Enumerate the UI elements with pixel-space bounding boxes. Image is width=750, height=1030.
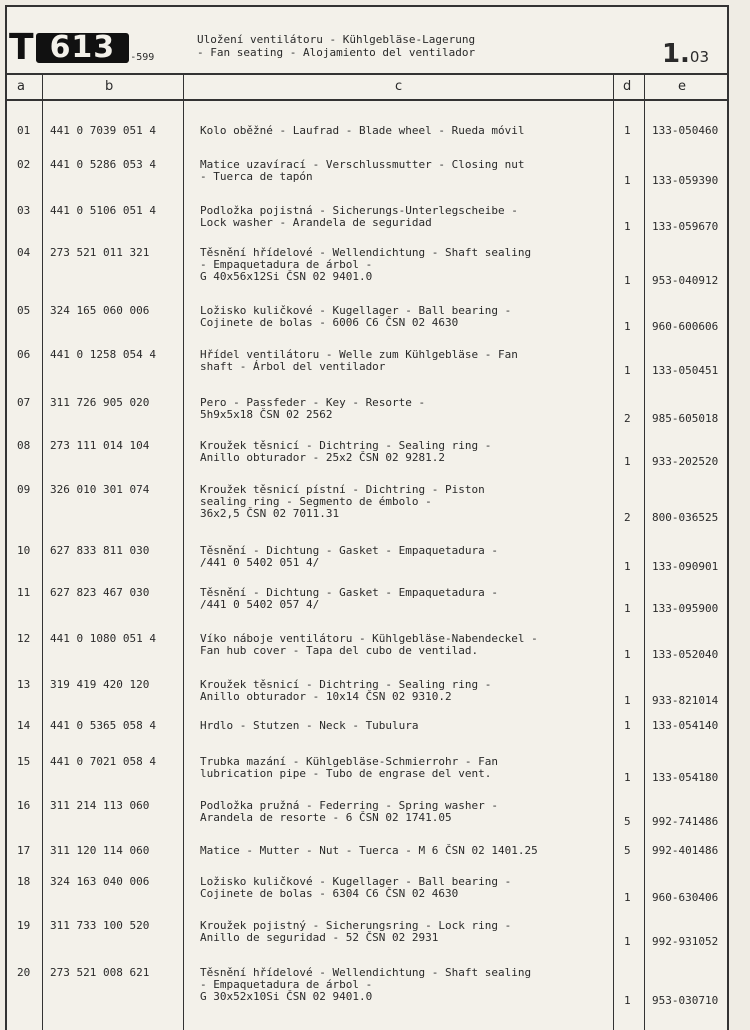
column-divider [613, 73, 614, 1030]
row-index: 10 [17, 544, 31, 557]
part-description: Kroužek těsnicí - Dichtring - Sealing ring - Anillo obturador - 25x2 ČSN 02 9281.2 [200, 439, 492, 464]
part-number: 319 419 420 120 [50, 678, 150, 691]
row-index: 13 [17, 678, 31, 691]
quantity: 5 [624, 844, 631, 857]
part-number: 441 0 5106 051 4 [50, 204, 156, 217]
quantity: 1 [624, 560, 631, 573]
quantity: 1 [624, 935, 631, 948]
column-divider [42, 73, 43, 1030]
part-description: Matice - Mutter - Nut - Tuerca - M 6 ČSN 02 1401.25 [200, 844, 538, 857]
row-index: 04 [17, 246, 31, 259]
row-index: 17 [17, 844, 31, 857]
column-divider [644, 73, 645, 1030]
catalog-code: 800-036525 [652, 511, 719, 524]
part-number: 441 0 5365 058 4 [50, 719, 156, 732]
quantity: 1 [624, 274, 631, 287]
catalog-code: 960-600606 [652, 320, 719, 333]
part-number: 273 111 014 104 [50, 439, 150, 452]
quantity: 1 [624, 771, 631, 784]
catalog-code: 133-054140 [652, 719, 719, 732]
quantity: 1 [624, 174, 631, 187]
part-description: Hřídel ventilátoru - Welle zum Kühlgebläse - Fan shaft - Árbol del ventilador [200, 348, 518, 373]
row-index: 03 [17, 204, 31, 217]
quantity: 2 [624, 412, 631, 425]
part-description: Trubka mazání - Kühlgebläse-Schmierrohr - Fan lubrication pipe - Tubo de engrase del vent. [200, 755, 499, 780]
page-number-sub: 03 [689, 48, 709, 66]
catalog-code: 992-401486 [652, 844, 719, 857]
page-number [662, 39, 709, 69]
column-header-d: d [623, 79, 632, 94]
page-title [197, 33, 475, 59]
quantity: 1 [624, 994, 631, 1007]
catalog-code: 953-030710 [652, 994, 719, 1007]
part-number: 273 521 011 321 [50, 246, 150, 259]
part-description: Hrdlo - Stutzen - Neck - Tubulura [200, 719, 419, 732]
title-line-1: Uložení ventilátoru - Kühlgebläse-Lagerung [197, 33, 476, 46]
catalog-code: 953-040912 [652, 274, 719, 287]
part-number: 326 010 301 074 [50, 483, 150, 496]
part-number: 441 0 5286 053 4 [50, 158, 156, 171]
catalog-code: 133-050460 [652, 124, 719, 137]
quantity: 1 [624, 220, 631, 233]
part-number: 441 0 1258 054 4 [50, 348, 156, 361]
part-description: Kroužek těsnicí pístní - Dichtring - Piston sealing ring - Segmento de émbolo - 36x2,5 ČSN 02 7011.31 [200, 483, 485, 520]
title-bar [7, 7, 727, 75]
quantity: 1 [624, 891, 631, 904]
row-index: 09 [17, 483, 31, 496]
catalog-code: 933-202520 [652, 455, 719, 468]
quantity: 2 [624, 511, 631, 524]
part-number: 627 823 467 030 [50, 586, 150, 599]
column-divider [183, 73, 184, 1030]
column-header-row [7, 73, 727, 101]
part-description: Pero - Passfeder - Key - Resorte - 5h9x5x18 ČSN 02 2562 [200, 396, 426, 421]
catalog-code: 992-931052 [652, 935, 719, 948]
row-index: 14 [17, 719, 31, 732]
part-number: 441 0 7039 051 4 [50, 124, 156, 137]
part-description: Těsnění - Dichtung - Gasket - Empaquetadura - /441 0 5402 051 4/ [200, 544, 499, 569]
row-index: 16 [17, 799, 31, 812]
quantity: 1 [624, 364, 631, 377]
column-header-c: c [395, 79, 403, 94]
part-description: Ložisko kuličkové - Kugellager - Ball bearing - Cojinete de bolas - 6304 C6 ČSN 02 4630 [200, 875, 512, 900]
part-number: 324 163 040 006 [50, 875, 150, 888]
part-description: Kroužek pojistný - Sicherungsring - Lock ring - Anillo de seguridad - 52 ČSN 02 2931 [200, 919, 512, 944]
row-index: 12 [17, 632, 31, 645]
catalog-code: 133-095900 [652, 602, 719, 615]
part-description: Kolo oběžné - Laufrad - Blade wheel - Rueda móvil [200, 124, 525, 137]
part-description: Matice uzavírací - Verschlussmutter - Closing nut - Tuerca de tapón [200, 158, 525, 183]
part-description: Kroužek těsnicí - Dichtring - Sealing ring - Anillo obturador - 10x14 ČSN 02 9310.2 [200, 678, 492, 703]
part-number: 441 0 1080 051 4 [50, 632, 156, 645]
page-number-main: 1. [661, 39, 690, 69]
row-index: 07 [17, 396, 31, 409]
row-index: 06 [17, 348, 31, 361]
quantity: 1 [624, 602, 631, 615]
logo-letter: T [9, 27, 32, 68]
part-number: 273 521 008 621 [50, 966, 150, 979]
quantity: 1 [624, 124, 631, 137]
row-index: 08 [17, 439, 31, 452]
catalog-code: 133-059670 [652, 220, 719, 233]
part-description: Těsnění hřídelové - Wellendichtung - Shaft sealing - Empaquetadura de árbol - G 30x52x10Si ČSN 02 9401.0 [200, 966, 532, 1003]
catalog-code: 992-741486 [652, 815, 719, 828]
part-description: Víko náboje ventilátoru - Kühlgebläse-Nabendeckel - Fan hub cover - Tapa del cubo de ventilad. [200, 632, 538, 657]
catalog-code: 133-090901 [652, 560, 719, 573]
part-number: 311 214 113 060 [50, 799, 150, 812]
quantity: 5 [624, 815, 631, 828]
quantity: 1 [624, 648, 631, 661]
quantity: 1 [624, 694, 631, 707]
part-description: Těsnění - Dichtung - Gasket - Empaquetadura - /441 0 5402 057 4/ [200, 586, 499, 611]
catalog-code: 985-605018 [652, 412, 719, 425]
catalog-code: 133-059390 [652, 174, 719, 187]
row-index: 05 [17, 304, 31, 317]
logo-number: 613 [36, 33, 130, 63]
column-header-a: a [17, 79, 25, 94]
column-header-b: b [105, 79, 114, 94]
catalog-code: 960-630406 [652, 891, 719, 904]
catalog-code: 133-050451 [652, 364, 719, 377]
logo-suffix: -599 [130, 52, 155, 63]
part-number: 441 0 7021 058 4 [50, 755, 156, 768]
catalog-code: 933-821014 [652, 694, 719, 707]
part-number: 311 120 114 060 [50, 844, 150, 857]
quantity: 1 [624, 455, 631, 468]
part-number: 627 833 811 030 [50, 544, 150, 557]
part-description: Podložka pružná - Federring - Spring washer - Arandela de resorte - 6 ČSN 02 1741.05 [200, 799, 499, 824]
row-index: 02 [17, 158, 31, 171]
part-description: Podložka pojistná - Sicherungs-Unterlegscheibe - Lock washer - Arandela de seguridad [200, 204, 518, 229]
row-index: 20 [17, 966, 31, 979]
row-index: 01 [17, 124, 31, 137]
title-line-2: - Fan seating - Alojamiento del ventilador [197, 46, 476, 59]
part-description: Ložisko kuličkové - Kugellager - Ball bearing - Cojinete de bolas - 6006 C6 ČSN 02 4630 [200, 304, 512, 329]
t613-logo [9, 27, 155, 68]
parts-sheet [5, 5, 729, 1030]
catalog-code: 133-054180 [652, 771, 719, 784]
part-number: 324 165 060 006 [50, 304, 150, 317]
quantity: 1 [624, 320, 631, 333]
column-header-e: e [678, 79, 686, 94]
part-number: 311 733 100 520 [50, 919, 150, 932]
row-index: 18 [17, 875, 31, 888]
part-description: Těsnění hřídelové - Wellendichtung - Shaft sealing - Empaquetadura de árbol - G 40x56x12Si ČSN 02 9401.0 [200, 246, 532, 283]
quantity: 1 [624, 719, 631, 732]
row-index: 11 [17, 586, 31, 599]
row-index: 19 [17, 919, 31, 932]
row-index: 15 [17, 755, 31, 768]
catalog-code: 133-052040 [652, 648, 719, 661]
part-number: 311 726 905 020 [50, 396, 150, 409]
